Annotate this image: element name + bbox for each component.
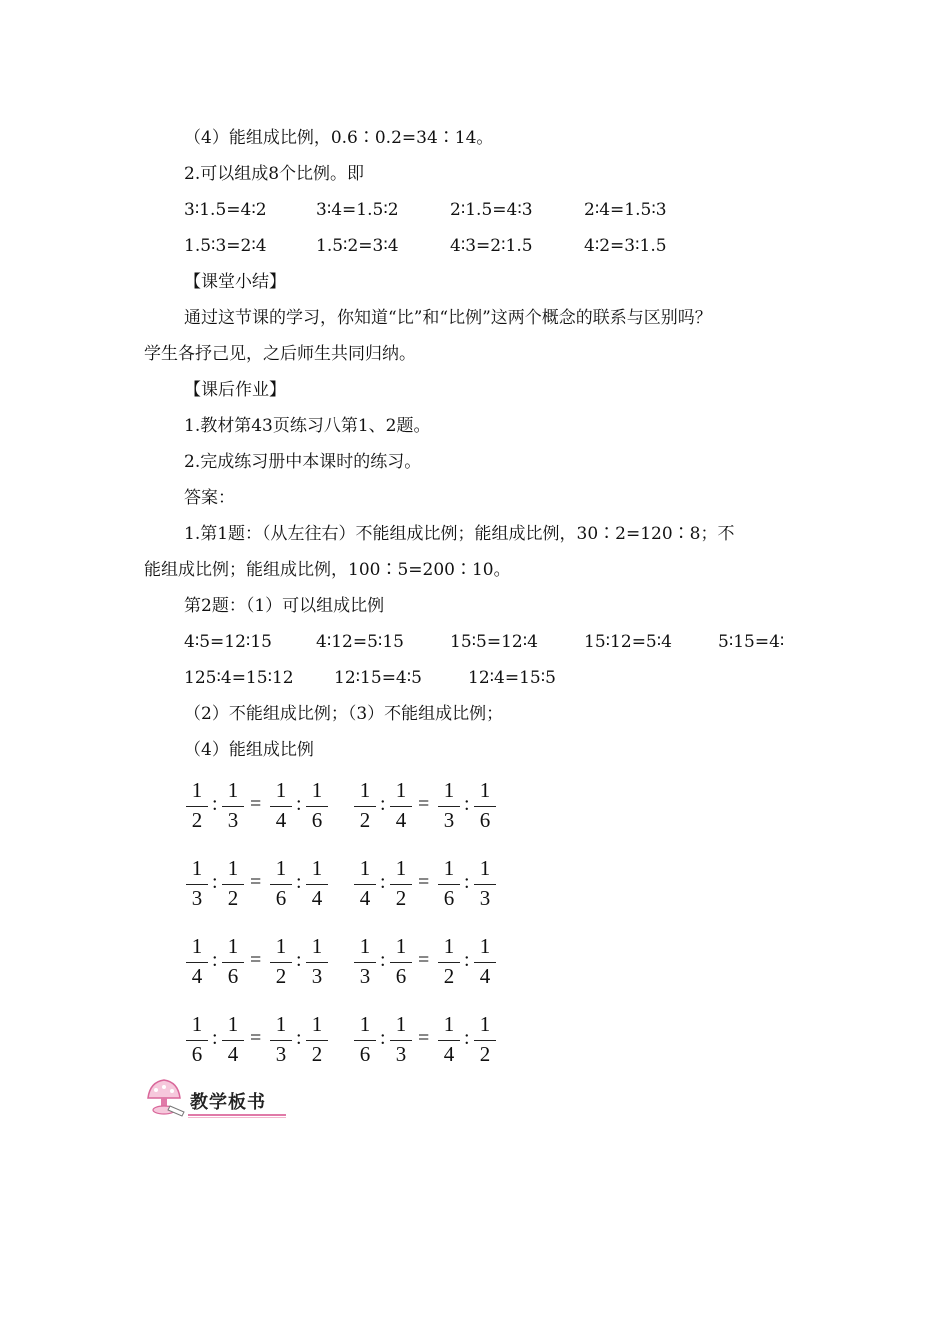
numerator: 1	[275, 1012, 287, 1036]
numerator: 1	[191, 1012, 203, 1036]
numerator: 1	[227, 1012, 239, 1036]
section-logo	[142, 1076, 288, 1122]
numerator: 1	[275, 778, 287, 802]
denominator: 6	[275, 886, 287, 910]
numerator: 1	[443, 856, 455, 880]
numerator: 1	[395, 934, 407, 958]
denominator: 6	[479, 808, 491, 832]
denominator: 4	[227, 1042, 239, 1066]
colon-symbol: :	[464, 793, 470, 815]
colon-symbol: :	[464, 871, 470, 893]
ratio-item: 2∶1.5=4∶3	[450, 200, 533, 220]
fraction-equation	[352, 776, 502, 834]
equals-symbol: =	[250, 949, 262, 971]
summary-paragraph-cont: 学生各抒己见，之后师生共同归纳。	[144, 344, 416, 364]
colon-symbol: :	[212, 1027, 218, 1049]
ratio-item: 12∶15=4∶5	[334, 668, 422, 688]
equals-symbol: =	[418, 793, 430, 815]
denominator: 2	[227, 886, 239, 910]
denominator: 3	[395, 1042, 407, 1066]
numerator: 1	[395, 778, 407, 802]
fraction-equation	[352, 1010, 502, 1068]
denominator: 6	[395, 964, 407, 988]
colon-symbol: :	[296, 949, 302, 971]
numerator: 1	[395, 1012, 407, 1036]
equals-symbol: =	[418, 949, 430, 971]
ratio-item: 12∶4=15∶5	[468, 668, 556, 688]
denominator: 6	[443, 886, 455, 910]
equals-symbol: =	[418, 871, 430, 893]
fraction-equation	[352, 932, 502, 990]
fraction-equation	[352, 854, 502, 912]
numerator: 1	[311, 1012, 323, 1036]
equals-symbol: =	[418, 1027, 430, 1049]
denominator: 4	[275, 808, 287, 832]
denominator: 4	[479, 964, 491, 988]
ratio-item: 1.5∶3=2∶4	[184, 236, 267, 256]
colon-symbol: :	[380, 793, 386, 815]
colon-symbol: :	[212, 793, 218, 815]
numerator: 1	[227, 778, 239, 802]
denominator: 2	[443, 964, 455, 988]
answers-label: 答案：	[184, 488, 235, 508]
denominator: 2	[191, 808, 203, 832]
denominator: 6	[191, 1042, 203, 1066]
colon-symbol: :	[464, 949, 470, 971]
ratio-item: 125∶4=15∶12	[184, 668, 294, 688]
ratio-item: 4∶12=5∶15	[316, 632, 404, 652]
ratio-item: 15∶5=12∶4	[450, 632, 538, 652]
numerator: 1	[191, 856, 203, 880]
ratio-item: 3∶1.5=4∶2	[184, 200, 267, 220]
denominator: 4	[443, 1042, 455, 1066]
answer-q1: 1.第1题：（从左往右）不能组成比例；能组成比例，30∶2=120∶8；不	[184, 524, 735, 544]
numerator: 1	[359, 856, 371, 880]
denominator: 2	[275, 964, 287, 988]
section-heading-summary: 【课堂小结】	[184, 272, 286, 292]
numerator: 1	[359, 1012, 371, 1036]
homework-item-1: 1.教材第43页练习八第1、2题。	[184, 416, 431, 436]
answer-4: （4）能组成比例，0.6∶0.2=34∶14。	[184, 128, 494, 148]
numerator: 1	[275, 856, 287, 880]
ratio-item: 15∶12=5∶4	[584, 632, 672, 652]
numerator: 1	[395, 856, 407, 880]
colon-symbol: :	[380, 949, 386, 971]
summary-paragraph: 通过这节课的学习，你知道“比”和“比例”这两个概念的联系与区别吗？	[184, 308, 712, 328]
fraction-equation	[184, 932, 334, 990]
numerator: 1	[227, 934, 239, 958]
colon-symbol: :	[212, 949, 218, 971]
denominator: 3	[311, 964, 323, 988]
answer-2-intro: 2.可以组成8个比例。即	[184, 164, 365, 184]
equals-symbol: =	[250, 1027, 262, 1049]
answer-q2-1: 第2题：（1）可以组成比例	[184, 596, 385, 616]
numerator: 1	[359, 778, 371, 802]
ratio-item: 3∶4=1.5∶2	[316, 200, 399, 220]
colon-symbol: :	[464, 1027, 470, 1049]
answer-q1-cont: 能组成比例；能组成比例，100∶5=200∶10。	[144, 560, 511, 580]
denominator: 3	[191, 886, 203, 910]
denominator: 3	[227, 808, 239, 832]
denominator: 2	[479, 1042, 491, 1066]
equals-symbol: =	[250, 871, 262, 893]
section-heading-homework: 【课后作业】	[184, 380, 286, 400]
numerator: 1	[443, 934, 455, 958]
numerator: 1	[479, 1012, 491, 1036]
fraction-equation	[184, 1010, 334, 1068]
colon-symbol: :	[380, 1027, 386, 1049]
numerator: 1	[479, 778, 491, 802]
numerator: 1	[311, 934, 323, 958]
colon-symbol: :	[296, 1027, 302, 1049]
denominator: 4	[359, 886, 371, 910]
denominator: 4	[191, 964, 203, 988]
denominator: 6	[359, 1042, 371, 1066]
numerator: 1	[443, 778, 455, 802]
numerator: 1	[443, 1012, 455, 1036]
denominator: 6	[227, 964, 239, 988]
ratio-item: 4∶3=2∶1.5	[450, 236, 533, 256]
colon-symbol: :	[296, 871, 302, 893]
denominator: 6	[311, 808, 323, 832]
ratio-item: 4∶5=12∶15	[184, 632, 272, 652]
colon-symbol: :	[296, 793, 302, 815]
numerator: 1	[479, 934, 491, 958]
colon-symbol: :	[380, 871, 386, 893]
denominator: 3	[275, 1042, 287, 1066]
denominator: 4	[395, 808, 407, 832]
denominator: 3	[479, 886, 491, 910]
denominator: 4	[311, 886, 323, 910]
section-logo-label: 教学板书	[190, 1092, 266, 1113]
numerator: 1	[191, 934, 203, 958]
numerator: 1	[359, 934, 371, 958]
denominator: 2	[359, 808, 371, 832]
numerator: 1	[479, 856, 491, 880]
numerator: 1	[311, 778, 323, 802]
denominator: 2	[395, 886, 407, 910]
ratio-item: 4∶2=3∶1.5	[584, 236, 667, 256]
numerator: 1	[275, 934, 287, 958]
fraction-equation	[184, 854, 334, 912]
equals-symbol: =	[250, 793, 262, 815]
homework-item-2: 2.完成练习册中本课时的练习。	[184, 452, 422, 472]
denominator: 3	[443, 808, 455, 832]
numerator: 1	[227, 856, 239, 880]
numerator: 1	[191, 778, 203, 802]
denominator: 2	[311, 1042, 323, 1066]
answer-q2-23: （2）不能组成比例；（3）不能组成比例；	[184, 704, 504, 724]
numerator: 1	[311, 856, 323, 880]
denominator: 3	[359, 964, 371, 988]
answer-q2-4: （4）能组成比例	[184, 740, 314, 760]
colon-symbol: :	[212, 871, 218, 893]
ratio-item: 5∶15=4∶	[718, 632, 785, 652]
ratio-item: 2∶4=1.5∶3	[584, 200, 667, 220]
ratio-item: 1.5∶2=3∶4	[316, 236, 399, 256]
fraction-equation	[184, 776, 334, 834]
